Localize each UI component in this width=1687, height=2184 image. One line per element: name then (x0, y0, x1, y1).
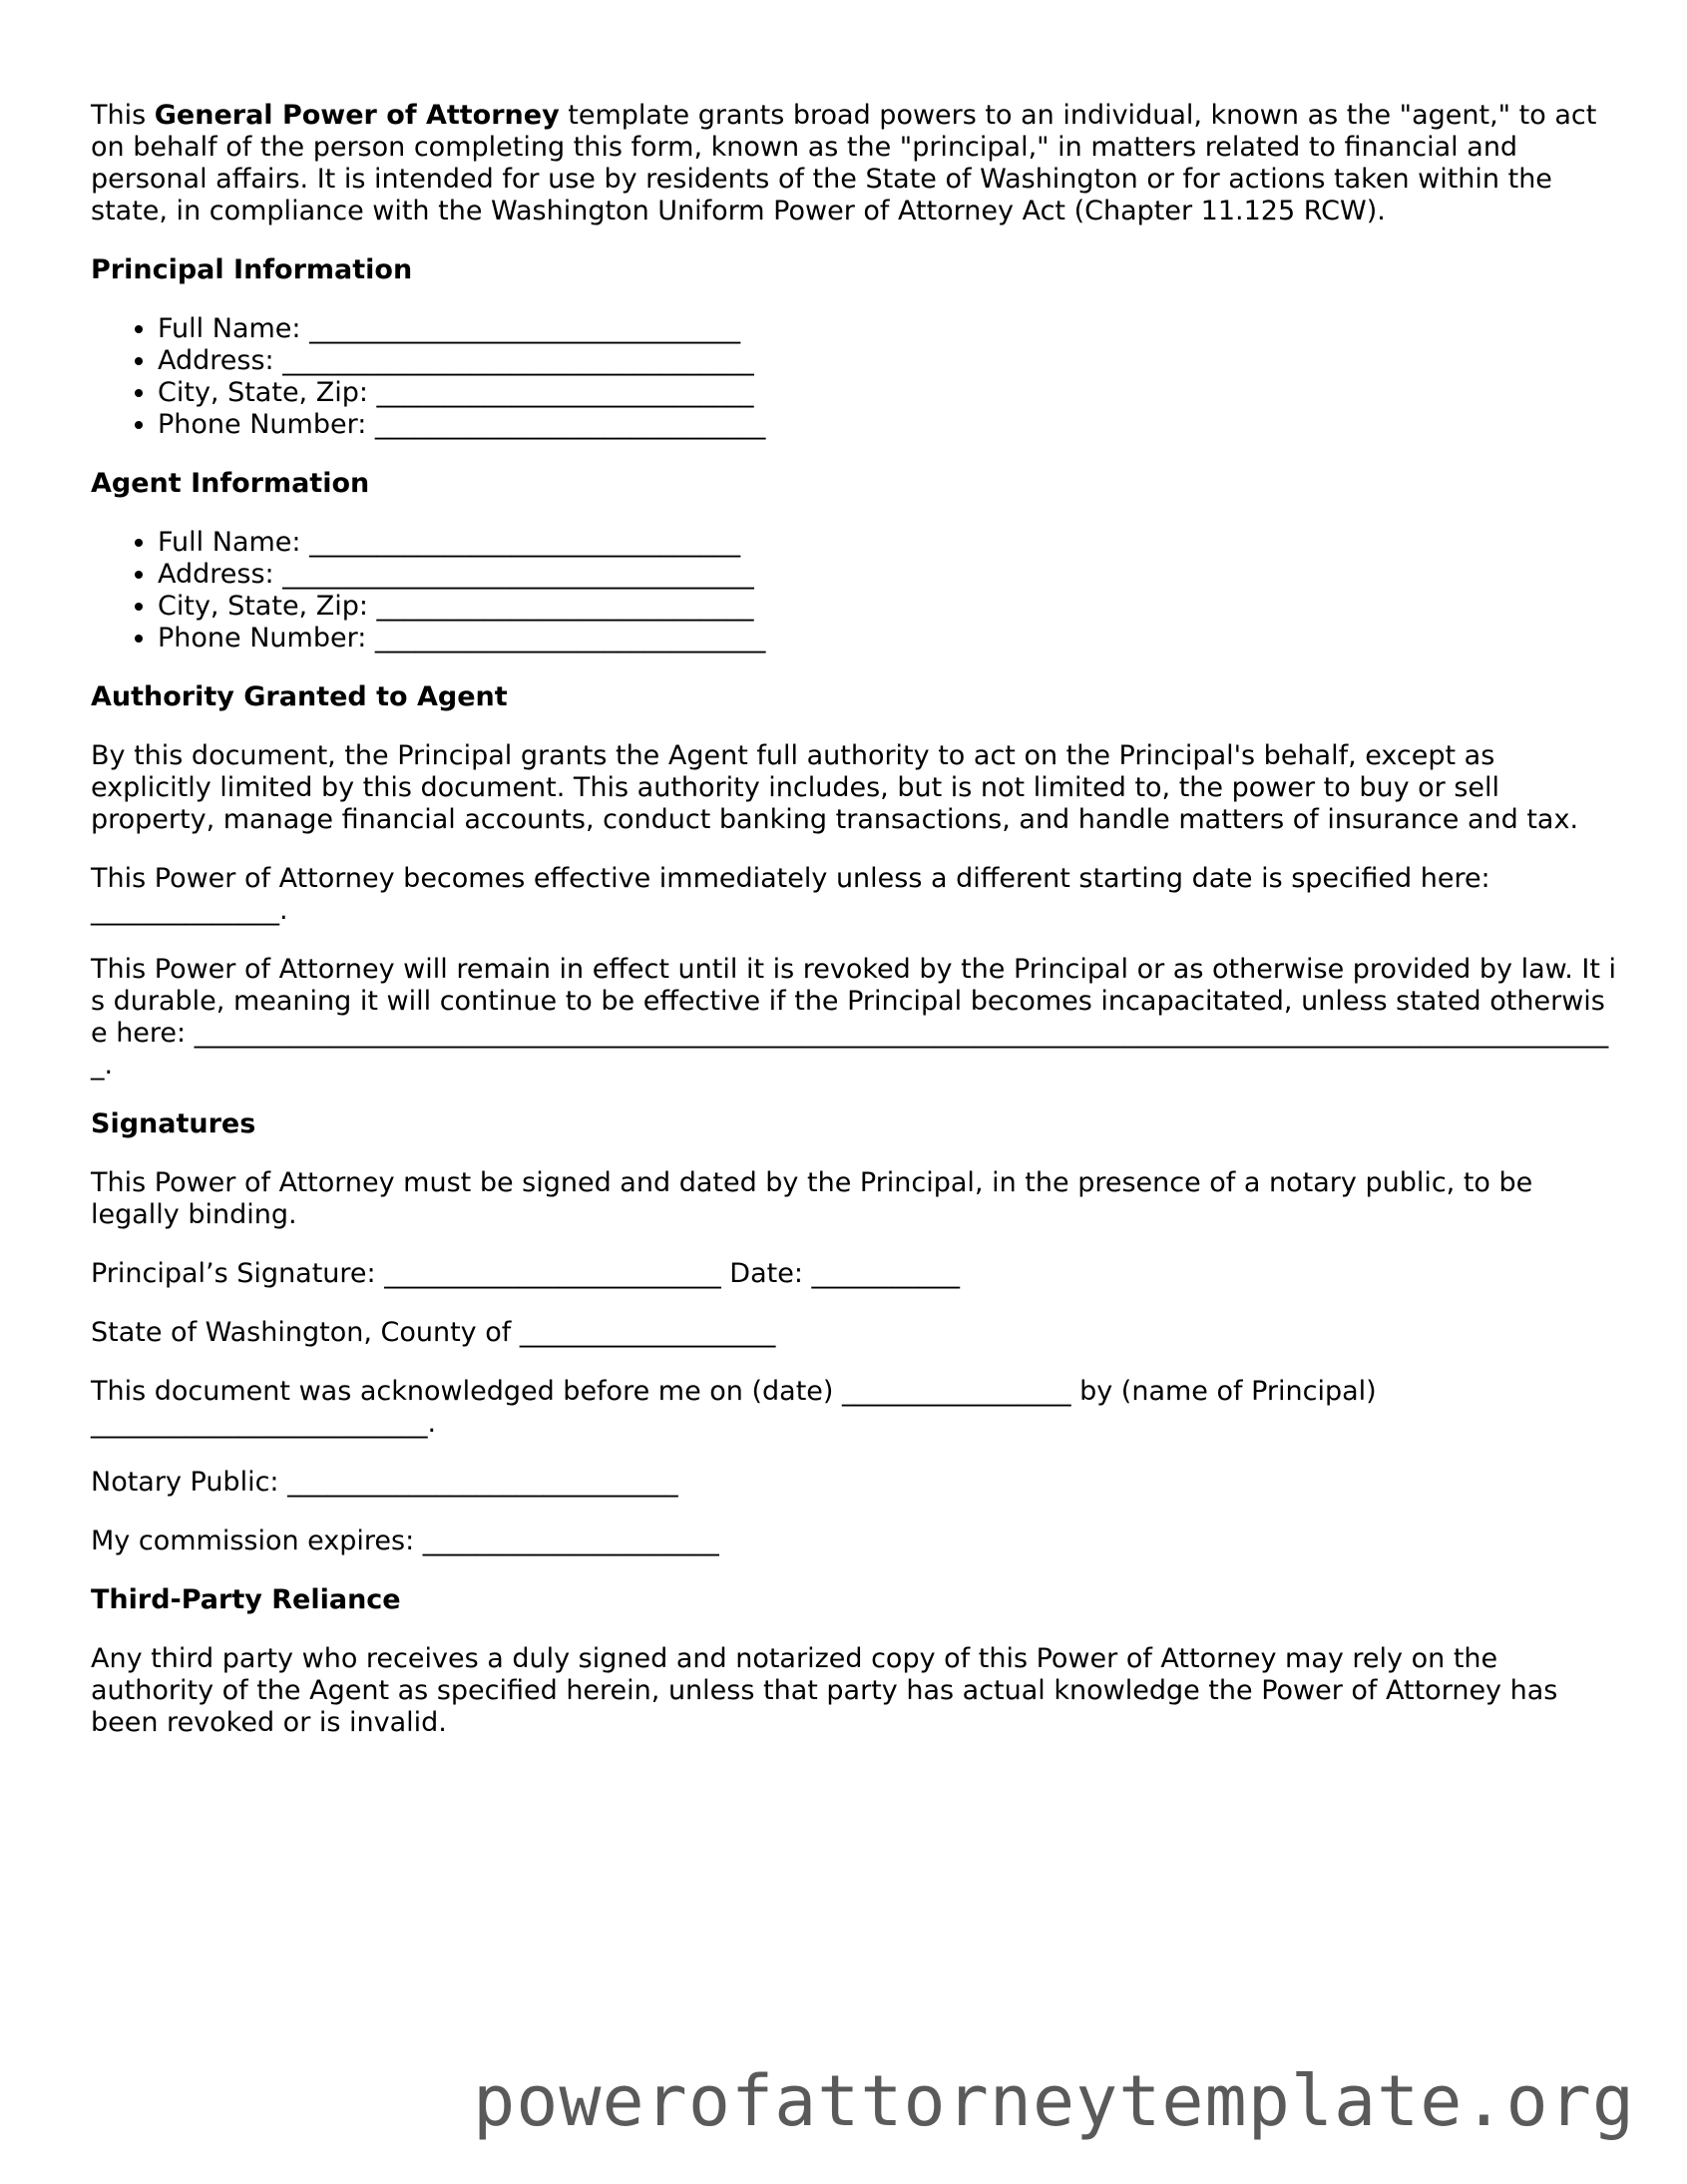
signature-requirement-paragraph: This Power of Attorney must be signed and dated by the Principal, in the presence of a notary public, to be legally binding. (91, 1167, 1533, 1230)
reliance-heading: Third-Party Reliance (91, 1584, 401, 1615)
intro-document-title: General Power of Attorney (154, 100, 560, 131)
agent-field-list (91, 527, 1617, 655)
principal-field-list (91, 313, 1617, 441)
principal-phone-field[interactable]: • Phone Number: _____________________________ (158, 409, 1617, 441)
reliance-paragraph: Any third party who receives a duly signed and notarized copy of this Power of Attorney may rely on the authority of the Agent as specified herein, unless that party has actual knowledge the Power of Attorney has been revoked or is invalid. (91, 1643, 1558, 1738)
notary-public-line[interactable]: Notary Public: _____________________________ (91, 1467, 678, 1498)
effective-date-paragraph[interactable]: This Power of Attorney becomes effective immediately unless a different starting date is specified here: ______________. (91, 863, 1490, 926)
principal-signature-line[interactable]: Principal’s Signature: _________________________ Date: ___________ (91, 1258, 961, 1289)
durability-paragraph[interactable]: This Power of Attorney will remain in effect until it is revoked by the Principal or as otherwise provided by law. It is durable, meaning it will continue to be effective if the Principal becomes incapacitated, unless stated otherwise here: __________________________________________________________________________________________________________. (91, 954, 1617, 1081)
agent-address-field[interactable]: • Address: ___________________________________ (158, 559, 1617, 591)
principal-full-name-field[interactable]: • Full Name: ________________________________ (158, 313, 1617, 345)
intro-text: template grants broad powers to an individual, known as the "agent," to act on behalf of the person completing this form, known as the "principal," in matters related to financial and personal affairs. It is intended for use by residents of the State of Washington or for actions taken within the state, in compliance with the Washington Uniform Power of Attorney Act (Chapter 11.125 RCW). (91, 100, 1597, 226)
authority-heading: Authority Granted to Agent (91, 681, 508, 712)
authority-scope-paragraph: By this document, the Principal grants the Agent full authority to act on the Principal's behalf, except as explicitly limited by this document. This authority includes, but is not limited to, the power to buy or sell property, manage financial accounts, conduct banking transactions, and handle matters of insurance and tax. (91, 740, 1579, 835)
acknowledgement-line[interactable]: This document was acknowledged before me on (date) _________________ by (name of Principal) _________________________. (91, 1376, 1377, 1439)
principal-heading: Principal Information (91, 254, 413, 285)
site-watermark: powerofattorneytemplate.org (473, 2060, 1635, 2142)
principal-address-field[interactable]: • Address: ___________________________________ (158, 345, 1617, 377)
agent-heading: Agent Information (91, 468, 370, 499)
signatures-heading: Signatures (91, 1108, 256, 1139)
intro-prefix: This (91, 100, 155, 131)
agent-phone-field[interactable]: • Phone Number: _____________________________ (158, 623, 1617, 655)
county-line[interactable]: State of Washington, County of ___________________ (91, 1317, 776, 1348)
agent-full-name-field[interactable]: • Full Name: ________________________________ (158, 527, 1617, 559)
document-body (91, 100, 1617, 1766)
agent-city-state-zip-field[interactable]: • City, State, Zip: ____________________________ (158, 591, 1617, 623)
intro-paragraph (91, 100, 1617, 227)
principal-city-state-zip-field[interactable]: • City, State, Zip: ____________________________ (158, 377, 1617, 409)
commission-expiry-line[interactable]: My commission expires: ______________________ (91, 1526, 719, 1556)
